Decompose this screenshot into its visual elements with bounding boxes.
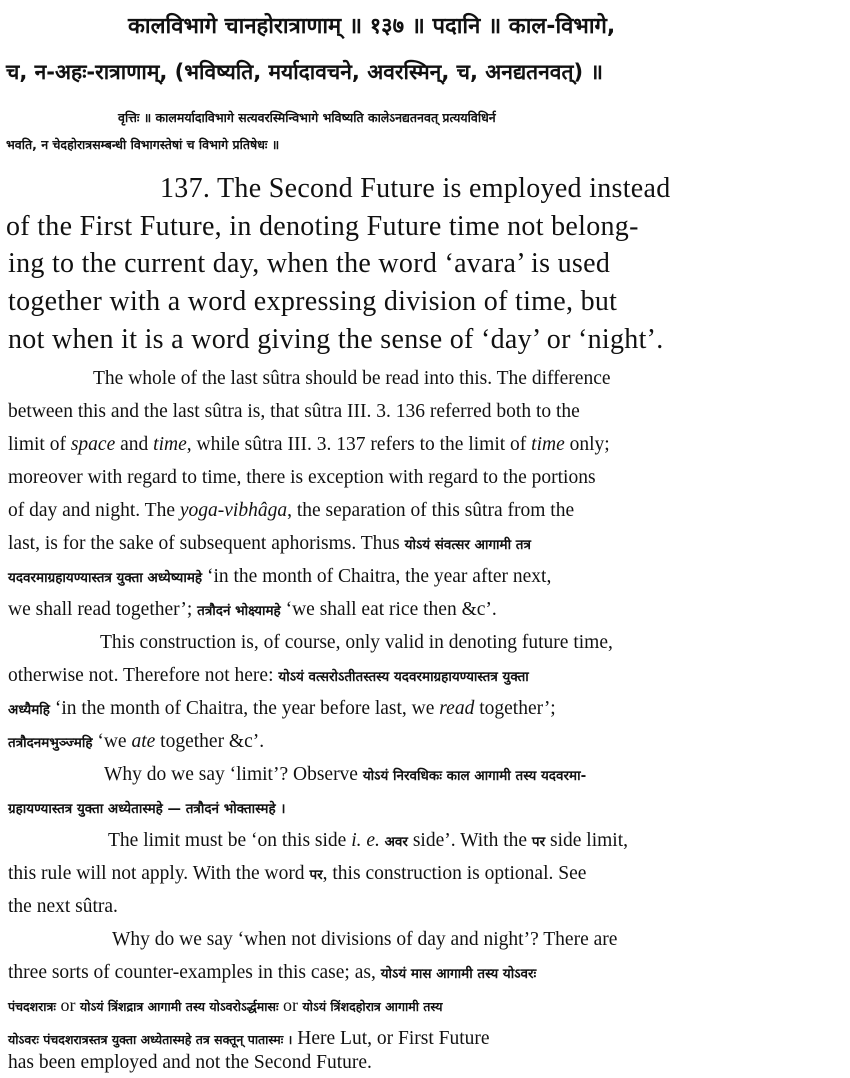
commentary-line: limit of space and time, while sûtra III. 3. 137 refers to the limit of time only; xyxy=(8,434,610,455)
translation-line-4: together with a word expressing division of time, but xyxy=(8,286,618,317)
commentary-line: यदवरमाग्रहायण्यास्तत्र युक्ता अध्येष्यामहे ‘in the month of Chaitra, the year after next, xyxy=(8,566,552,587)
commentary-line: of day and night. The yoga-vibhâga, the separation of this sûtra from the xyxy=(8,500,575,521)
vritti-line-2: भवति, न चेदहोरात्रसम्बन्धी विभागस्तेषां च विभागे प्रतिषेधः ॥ xyxy=(6,137,280,152)
sutra-line-2: च, न-अहः-रात्राणाम्, (भविष्यति, मर्यादावचने, अवरस्मिन्, च, अनद्यतनवत्) ॥ xyxy=(6,60,603,84)
translation-line-3: ing to the current day, when the word ‘avara’ is used xyxy=(8,248,611,279)
commentary-line: तत्रौदनमभुञ्ज्महि ‘we ate together &c’. xyxy=(8,731,265,752)
commentary-line: last, is for the sake of subsequent aphorisms. Thus योऽयं संवत्सर आगामी तत्र xyxy=(8,533,531,554)
commentary-line: otherwise not. Therefore not here: योऽयं वत्सरोऽतीतस्तस्य यदवरमाग्रहायण्यास्तत्र युक्ता xyxy=(8,665,529,686)
commentary-line: three sorts of counter-examples in this case; as, योऽयं मास आगामी तस्य योऽवरः xyxy=(8,962,537,983)
sutra-line-1: कालविभागे चानहोरात्राणाम् ॥ १३७ ॥ पदानि ॥ काल-विभागे, xyxy=(128,14,616,39)
commentary-line: between this and the last sûtra is, that sûtra III. 3. 136 referred both to the xyxy=(8,401,580,422)
commentary-line: has been employed and not the Second Future. xyxy=(8,1052,372,1073)
vritti-line-1: वृत्तिः ॥ कालमर्यादाविभागे सत्यवरस्मिन्विभागे भविष्यति कालेऽनद्यतनवत् प्रत्ययविधिर्न xyxy=(118,110,496,125)
commentary-line: The whole of the last sûtra should be read into this. The difference xyxy=(93,368,611,389)
commentary-line: Why do we say ‘when not divisions of day and night’? There are xyxy=(112,929,618,950)
translation-line-1: 137. The Second Future is employed instead xyxy=(160,173,671,204)
commentary-line: this rule will not apply. With the word पर, this construction is optional. See xyxy=(8,863,587,884)
commentary-line: अध्यैमहि ‘in the month of Chaitra, the year before last, we read together’; xyxy=(8,698,556,719)
commentary-line: moreover with regard to time, there is exception with regard to the portions xyxy=(8,467,596,488)
commentary-line: the next sûtra. xyxy=(8,896,118,917)
translation-line-2: of the First Future, in denoting Future time not belong- xyxy=(6,211,639,242)
commentary-line: we shall read together’; तत्रौदनं भोक्ष्यामहे ‘we shall eat rice then &c’. xyxy=(8,599,497,620)
commentary-line: ग्रहायण्यास्तत्र युक्ता अध्येतास्महे — तत्रौदनं भोक्तास्महे । xyxy=(8,801,286,817)
commentary-line: योऽवरः पंचदशरात्रस्तत्र युक्ता अध्येतास्महे तत्र सक्तून् पातास्मः । Here Lut, or First Future xyxy=(8,1028,490,1049)
commentary-line: The limit must be ‘on this side i. e. अवर side’. With the पर side limit, xyxy=(108,830,628,851)
commentary-line: पंचदशरात्रः or योऽयं त्रिंशद्रात्र आगामी तस्य योऽवरोऽर्द्धमासः or योऽयं त्रिंशदहोरात्र आगामी तस्य xyxy=(8,995,443,1015)
commentary-line: This construction is, of course, only valid in denoting future time, xyxy=(100,632,613,653)
translation-line-5: not when it is a word giving the sense of ‘day’ or ‘night’. xyxy=(8,324,664,355)
commentary-line: Why do we say ‘limit’? Observe योऽयं निरवधिकः काल आगामी तस्य यदवरमा- xyxy=(104,764,587,785)
